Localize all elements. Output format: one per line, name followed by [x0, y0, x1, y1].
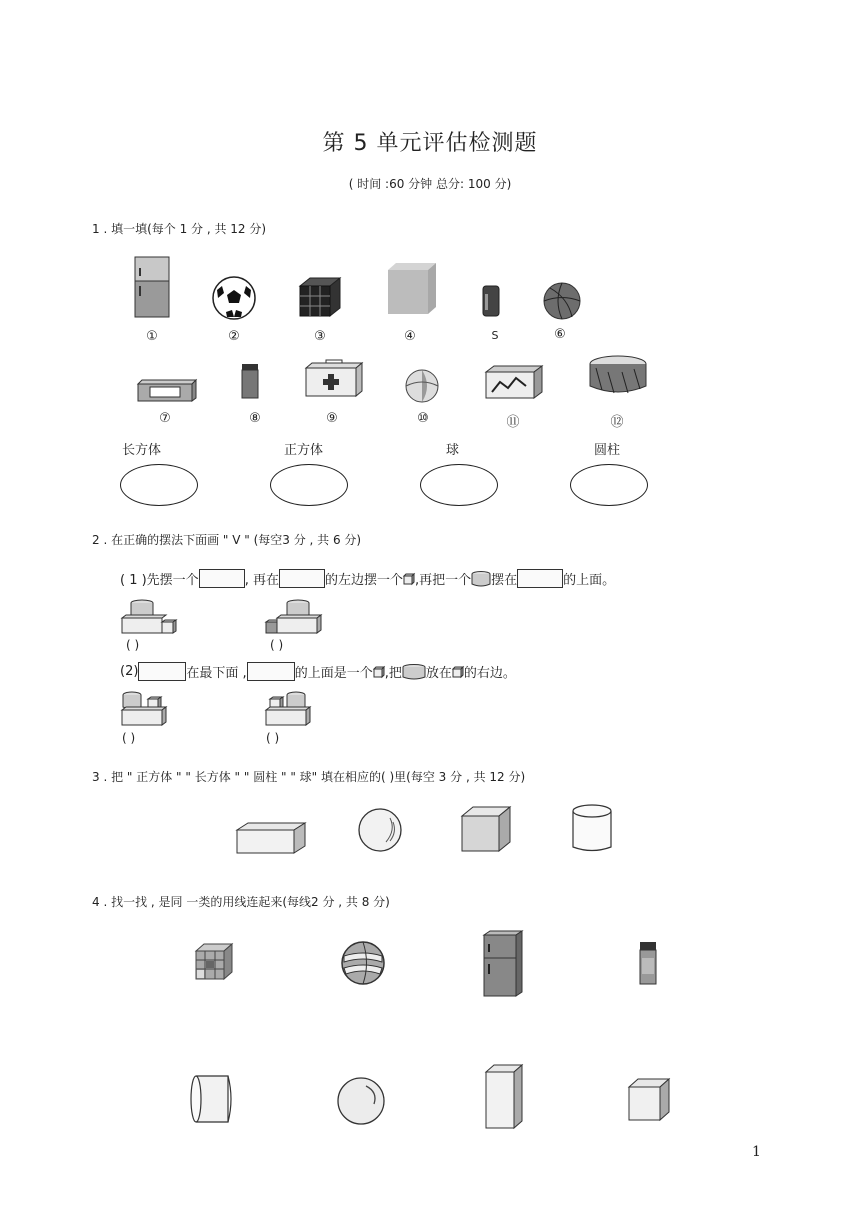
q2-part-1-option-b: [264, 598, 324, 636]
category-label-cube: 正方体: [284, 443, 324, 458]
cuboid-shape: [138, 662, 186, 681]
page-number: 1: [752, 1144, 761, 1160]
answer-paren[interactable]: ( ): [126, 638, 140, 652]
snack-box-image: [484, 364, 544, 400]
cuboid-shape: [279, 569, 325, 588]
answer-oval-cuboid[interactable]: [120, 464, 198, 506]
cuboid-shape: [247, 662, 295, 681]
cuboid-figure: [236, 822, 306, 854]
rubiks-cube-image: [194, 942, 234, 980]
fridge-image: [134, 256, 170, 318]
item-number-5: S: [491, 329, 499, 342]
fridge-image: [482, 930, 524, 998]
cube-figure: [461, 806, 511, 852]
medical-box-image: [304, 358, 364, 398]
jar-image: [638, 940, 658, 986]
q2-part-1-option-a: [120, 598, 180, 636]
soda-can-image: [482, 284, 500, 318]
cube-figure: [628, 1078, 670, 1122]
q2-part-2-sentence: (2) 在最下面 , 的上面是一个 ,把 放在 的右边。: [120, 664, 516, 681]
cylinder-figure: [572, 804, 612, 854]
answer-oval-sphere[interactable]: [420, 464, 498, 506]
category-label-cuboid: 长方体: [122, 443, 162, 458]
item-number-12: ⑫: [610, 415, 624, 430]
item-number-9: ⑨: [326, 411, 338, 426]
q2-part-2-option-b: [264, 690, 314, 728]
rubiks-cube-image: [298, 276, 342, 318]
football-image: [212, 276, 256, 320]
answer-paren[interactable]: ( ): [122, 731, 136, 745]
radio-box-image: [136, 378, 198, 402]
item-number-8: ⑧: [249, 411, 261, 426]
item-number-7: ⑦: [159, 411, 171, 426]
answer-oval-cube[interactable]: [270, 464, 348, 506]
cylinder-icon: [471, 571, 491, 587]
question-1: 1 . 填一填(每个 1 分 , 共 12 分): [92, 222, 267, 236]
q2-part-1-sentence: ( 1 )先摆一个 , 再在 的左边摆一个 ,再把一个 摆在 的上面。: [120, 569, 615, 588]
cylinder-figure: [190, 1074, 236, 1124]
cylinder-icon: [402, 664, 426, 680]
beach-ball-image: [404, 368, 440, 404]
cuboid-shape: [199, 569, 245, 588]
cuboid-figure: [484, 1064, 524, 1130]
small-cube-icon: [403, 573, 415, 585]
gray-cube-image: [386, 262, 438, 316]
page-subtitle: ( 时间 :60 分钟 总分: 100 分): [348, 177, 512, 191]
item-number-1: ①: [146, 329, 158, 344]
page-title: 第 5 单元评估检测题: [322, 131, 538, 156]
item-number-6: ⑥: [554, 327, 566, 342]
sphere-figure: [358, 808, 402, 852]
answer-oval-cylinder[interactable]: [570, 464, 648, 506]
answer-paren[interactable]: ( ): [270, 638, 284, 652]
question-4: 4 . 找一找 , 是同 一类的用线连起来(每线2 分 , 共 8 分): [92, 895, 390, 909]
item-number-10: ⑩: [417, 411, 429, 426]
item-number-2: ②: [228, 329, 240, 344]
item-number-4: ④: [404, 329, 416, 344]
sphere-figure: [336, 1076, 386, 1126]
category-label-cylinder: 圆柱: [594, 443, 621, 458]
question-2: 2 . 在正确的摆法下面画 " V " (每空3 分 , 共 6 分): [92, 533, 362, 547]
jar-image: [240, 362, 260, 400]
question-3: 3 . 把 " 正方体 " " 长方体 " " 圆柱 " " 球" 填在相应的( )里(每空 3 分 , 共 12 分): [92, 770, 526, 784]
small-cube-icon: [373, 666, 385, 678]
cuboid-shape: [517, 569, 563, 588]
small-cube-icon: [452, 666, 464, 678]
answer-paren[interactable]: ( ): [266, 731, 280, 745]
item-number-11: ⑪: [506, 415, 520, 430]
item-number-3: ③: [314, 329, 326, 344]
basketball-image: [542, 282, 582, 320]
q2-part-2-option-a: [120, 690, 170, 728]
volleyball-image: [340, 940, 386, 986]
category-label-sphere: 球: [446, 443, 460, 458]
drum-image: [588, 354, 648, 398]
